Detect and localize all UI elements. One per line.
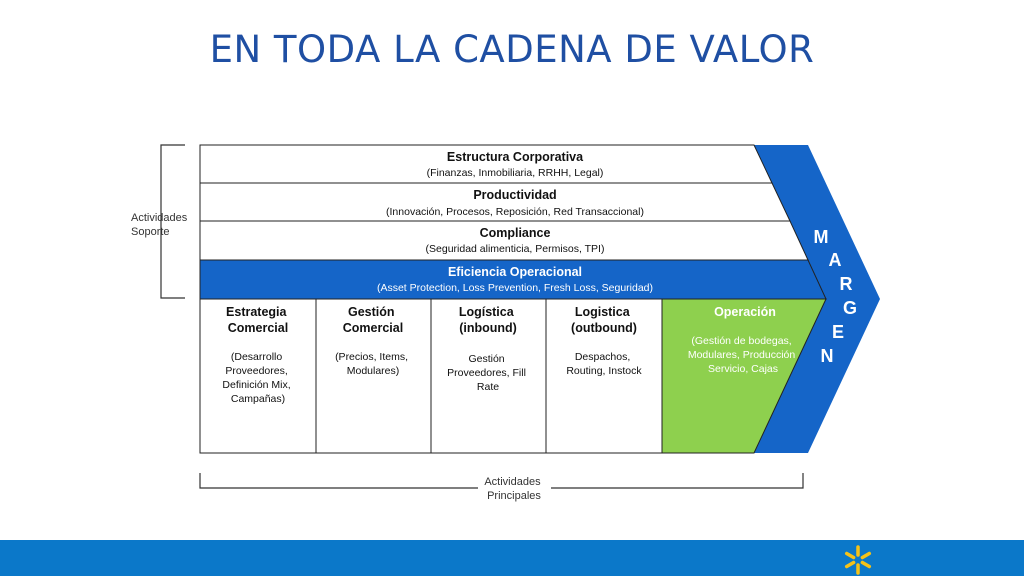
primary-bracket-left (200, 473, 478, 488)
primary-bracket-right (551, 473, 803, 488)
margin-letter-e: E (831, 322, 845, 342)
primary-desc-1: (Precios, Items, Modulares) (335, 351, 409, 377)
primary-title-1: Gestión Comercial (342, 305, 404, 335)
support-subtitle-0: (Finanzas, Inmobiliaria, RRHH, Legal) (426, 167, 604, 179)
support-title-2: Compliance (479, 226, 551, 240)
margin-letter-a: A (828, 250, 842, 270)
support-subtitle-1: (Innovación, Procesos, Reposición, Red Transaccional) (386, 206, 644, 218)
primary-desc-4: (Gestión de bodegas, Modulares, Producción Servicio, Cajas (687, 335, 796, 375)
support-title-3: Eficiencia Operacional (447, 265, 583, 279)
primary-title-4: Operación (714, 305, 776, 319)
margin-letter-r: R (839, 274, 853, 294)
primary-label: Actividades Principales (484, 476, 541, 502)
primary-desc-2: Gestión Proveedores, Fill Rate (447, 353, 526, 393)
support-label: Actividades Soporte (131, 212, 188, 238)
margin-letter-g: G (842, 298, 858, 318)
margin-letter-n: N (820, 346, 834, 366)
primary-title-2: Logística (inbound) (458, 305, 517, 335)
support-title-1: Productividad (473, 188, 557, 202)
support-subtitle-3: (Asset Protection, Loss Prevention, Fresh Loss, Seguridad) (376, 282, 654, 294)
primary-title-0: Estrategia Comercial (226, 305, 289, 335)
spark-logo-icon (842, 544, 874, 576)
margin-letter-m: M (813, 227, 829, 247)
primary-desc-0: (Desarrollo Proveedores, Definición Mix, Campañas) (222, 351, 291, 405)
primary-title-3: Logistica (outbound) (571, 305, 637, 335)
primary-desc-3: Despachos, Routing, Instock (566, 351, 642, 377)
support-subtitle-2: (Seguridad alimenticia, Permisos, TPI) (425, 243, 605, 255)
page-title: EN TODA LA CADENA DE VALOR (209, 28, 815, 71)
support-title-0: Estructura Corporativa (446, 150, 584, 164)
